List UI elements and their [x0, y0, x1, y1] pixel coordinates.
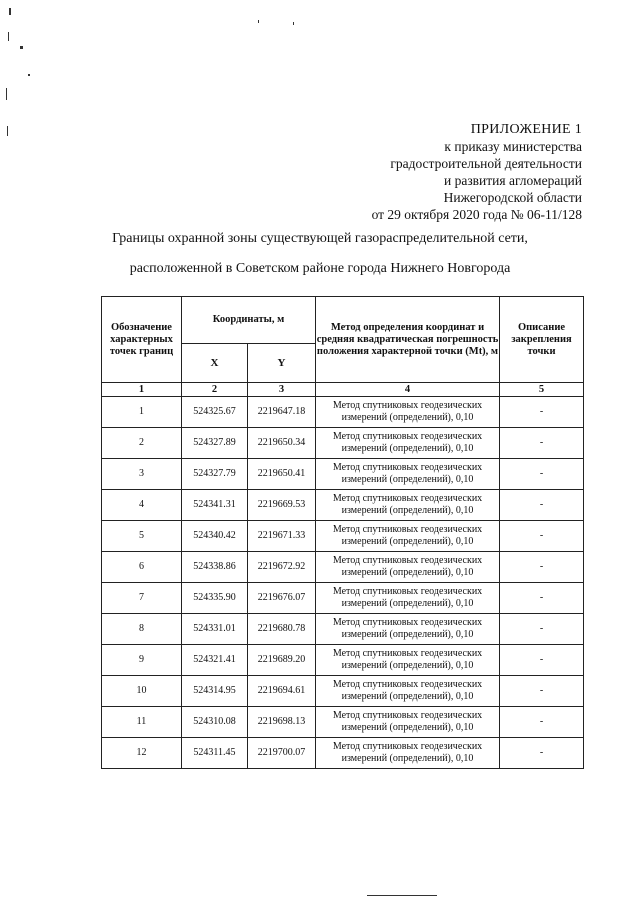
- method-cell: Метод спутниковых геодезических измерений (определений), 0,10: [316, 676, 500, 707]
- x-coordinate-cell: 524325.67: [182, 397, 248, 428]
- method-cell: Метод спутниковых геодезических измерений (определений), 0,10: [316, 397, 500, 428]
- table-row: [102, 707, 584, 738]
- point-cell: 1: [102, 397, 182, 428]
- header-description: Описание закрепления точки: [500, 297, 584, 383]
- point-cell: 4: [102, 490, 182, 521]
- header-x: X: [182, 344, 248, 383]
- description-cell: -: [500, 459, 584, 490]
- x-coordinate-cell: 524331.01: [182, 614, 248, 645]
- table-body: [102, 397, 584, 769]
- table-row: [102, 552, 584, 583]
- method-cell: Метод спутниковых геодезических измерений (определений), 0,10: [316, 521, 500, 552]
- table-row: [102, 397, 584, 428]
- appendix-line: к приказу министерства: [444, 139, 582, 154]
- description-cell: -: [500, 707, 584, 738]
- table-row: [102, 676, 584, 707]
- x-coordinate-cell: 524314.95: [182, 676, 248, 707]
- table-row: [102, 490, 584, 521]
- method-cell: Метод спутниковых геодезических измерений (определений), 0,10: [316, 459, 500, 490]
- table-row: [102, 428, 584, 459]
- y-coordinate-cell: 2219650.41: [248, 459, 316, 490]
- header-method: Метод определения координат и средняя квадратическая погрешность положения характерной точки (Mt), м: [316, 297, 500, 383]
- y-coordinate-cell: 2219689.20: [248, 645, 316, 676]
- x-coordinate-cell: 524335.90: [182, 583, 248, 614]
- y-coordinate-cell: 2219669.53: [248, 490, 316, 521]
- x-coordinate-cell: 524327.79: [182, 459, 248, 490]
- table-row: [102, 521, 584, 552]
- column-number: 3: [248, 383, 316, 397]
- scan-mark: [258, 20, 259, 23]
- point-cell: 8: [102, 614, 182, 645]
- document-title-line-2: расположенной в Советском районе города Нижнего Новгорода: [129, 261, 511, 276]
- y-coordinate-cell: 2219680.78: [248, 614, 316, 645]
- x-coordinate-cell: 524321.41: [182, 645, 248, 676]
- method-cell: Метод спутниковых геодезических измерений (определений), 0,10: [316, 645, 500, 676]
- point-cell: 9: [102, 645, 182, 676]
- y-coordinate-cell: 2219647.18: [248, 397, 316, 428]
- description-cell: -: [500, 521, 584, 552]
- method-cell: Метод спутниковых геодезических измерений (определений), 0,10: [316, 428, 500, 459]
- appendix-line: градостроительной деятельности: [390, 156, 582, 171]
- column-number: 2: [182, 383, 248, 397]
- description-cell: -: [500, 676, 584, 707]
- description-cell: -: [500, 397, 584, 428]
- y-coordinate-cell: 2219694.61: [248, 676, 316, 707]
- x-coordinate-cell: 524311.45: [182, 738, 248, 769]
- method-cell: Метод спутниковых геодезических измерений (определений), 0,10: [316, 707, 500, 738]
- description-cell: -: [500, 552, 584, 583]
- point-cell: 11: [102, 707, 182, 738]
- column-number: 4: [316, 383, 500, 397]
- description-cell: -: [500, 645, 584, 676]
- appendix-block: [372, 121, 582, 223]
- scan-mark: [7, 126, 8, 136]
- point-cell: 5: [102, 521, 182, 552]
- scan-mark: [8, 32, 9, 41]
- method-cell: Метод спутниковых геодезических измерений (определений), 0,10: [316, 583, 500, 614]
- y-coordinate-cell: 2219700.07: [248, 738, 316, 769]
- header-point: Обозначение характерных точек границ: [102, 297, 182, 383]
- scan-mark: [293, 22, 294, 25]
- y-coordinate-cell: 2219671.33: [248, 521, 316, 552]
- coordinates-table: [101, 296, 584, 769]
- table-row: [102, 614, 584, 645]
- scan-mark: [9, 8, 11, 15]
- x-coordinate-cell: 524310.08: [182, 707, 248, 738]
- method-cell: Метод спутниковых геодезических измерений (определений), 0,10: [316, 490, 500, 521]
- description-cell: -: [500, 614, 584, 645]
- header-coordinates: Координаты, м: [182, 297, 316, 344]
- point-cell: 7: [102, 583, 182, 614]
- document-title-line-1: Границы охранной зоны существующей газораспределительной сети,: [112, 231, 528, 246]
- method-cell: Метод спутниковых геодезических измерений (определений), 0,10: [316, 614, 500, 645]
- description-cell: -: [500, 738, 584, 769]
- table-row: [102, 583, 584, 614]
- point-cell: 3: [102, 459, 182, 490]
- point-cell: 6: [102, 552, 182, 583]
- description-cell: -: [500, 428, 584, 459]
- point-cell: 12: [102, 738, 182, 769]
- method-cell: Метод спутниковых геодезических измерений (определений), 0,10: [316, 738, 500, 769]
- appendix-heading: ПРИЛОЖЕНИЕ 1: [470, 122, 582, 137]
- table-row: [102, 459, 584, 490]
- description-cell: -: [500, 583, 584, 614]
- method-cell: Метод спутниковых геодезических измерений (определений), 0,10: [316, 552, 500, 583]
- y-coordinate-cell: 2219698.13: [248, 707, 316, 738]
- x-coordinate-cell: 524341.31: [182, 490, 248, 521]
- appendix-date-line: от 29 октября 2020 года № 06-11/128: [371, 207, 582, 222]
- scan-mark: [367, 895, 437, 896]
- appendix-line: и развития агломераций: [443, 173, 582, 188]
- table-row: [102, 738, 584, 769]
- point-cell: 2: [102, 428, 182, 459]
- scan-mark: [20, 46, 23, 49]
- y-coordinate-cell: 2219672.92: [248, 552, 316, 583]
- y-coordinate-cell: 2219650.34: [248, 428, 316, 459]
- appendix-line: Нижегородской области: [443, 190, 582, 205]
- scan-mark: [28, 74, 30, 76]
- description-cell: -: [500, 490, 584, 521]
- table-row: [102, 645, 584, 676]
- column-number: 1: [102, 383, 182, 397]
- point-cell: 10: [102, 676, 182, 707]
- y-coordinate-cell: 2219676.07: [248, 583, 316, 614]
- column-number: 5: [500, 383, 584, 397]
- x-coordinate-cell: 524327.89: [182, 428, 248, 459]
- scan-mark: [6, 88, 7, 100]
- header-y: Y: [248, 344, 316, 383]
- x-coordinate-cell: 524340.42: [182, 521, 248, 552]
- x-coordinate-cell: 524338.86: [182, 552, 248, 583]
